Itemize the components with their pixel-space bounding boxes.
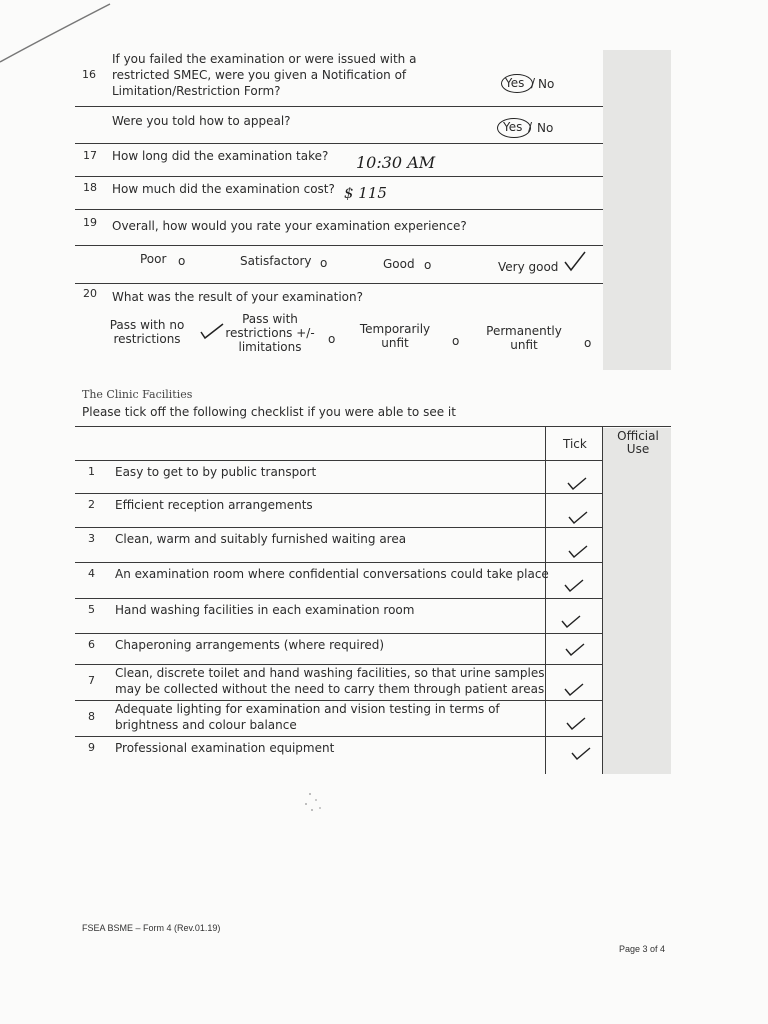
- checklist-item-label: Clean, warm and suitably furnished waiting area: [115, 532, 407, 546]
- checklist-item-label: Clean, discrete toilet and hand washing facilities, so that urine samples: [115, 666, 545, 680]
- checkmark-icon[interactable]: [560, 614, 582, 630]
- q17-answer-handwritten[interactable]: 10:30 AM: [356, 153, 436, 172]
- clinic-heading: The Clinic Facilities: [82, 388, 193, 401]
- table-vline-tick: [545, 426, 546, 774]
- q16-line-2: restricted SMEC, were you given a Notification of: [112, 68, 407, 82]
- table-row-divider: [75, 700, 602, 701]
- table-vline-official: [602, 426, 603, 774]
- q16b-text: Were you told how to appeal?: [112, 114, 291, 128]
- scan-crease-mark: [0, 0, 120, 70]
- table-row-divider: [75, 460, 602, 461]
- q16-yes-label[interactable]: Yes: [505, 76, 525, 90]
- official-use-column: [603, 428, 671, 774]
- q19-option-very-good[interactable]: Very good: [498, 260, 559, 274]
- q18-text: How much did the examination cost?: [112, 182, 335, 196]
- table-row-divider: [75, 562, 602, 563]
- q19-number: 19: [83, 216, 97, 229]
- checklist-item-number: 5: [88, 603, 95, 616]
- q20-option-pass-with-restrictions[interactable]: Pass with restrictions +/- limitations: [225, 312, 315, 354]
- checkmark-icon[interactable]: [566, 476, 588, 492]
- checklist-item-label: Professional examination equipment: [115, 741, 335, 755]
- table-row-divider: [75, 633, 602, 634]
- table-row: [75, 528, 545, 562]
- divider: [75, 209, 603, 210]
- checklist-item-number: 1: [88, 465, 95, 478]
- table-row: [75, 494, 545, 527]
- q18-answer-handwritten[interactable]: $ 115: [344, 184, 387, 202]
- q16-number: 16: [82, 68, 96, 81]
- checklist-item-number: 7: [88, 674, 95, 687]
- divider: [75, 283, 603, 284]
- official-use-column-top: [603, 50, 671, 370]
- checklist-item-label: Efficient reception arrangements: [115, 498, 313, 512]
- checklist-item-label: Chaperoning arrangements (where required): [115, 638, 385, 652]
- table-row-divider: [75, 736, 602, 737]
- table-row: [75, 563, 549, 598]
- checklist-item-label: An examination room where confidential conversations could take place: [115, 567, 549, 581]
- divider: [75, 143, 603, 144]
- checklist-item-number: 4: [88, 567, 95, 580]
- table-row: [75, 599, 545, 633]
- q19-option-satisfactory[interactable]: Satisfactory: [240, 254, 312, 268]
- table-row-divider: [75, 493, 602, 494]
- q19-option-good[interactable]: Good: [383, 257, 415, 271]
- checkmark-icon[interactable]: [564, 642, 586, 658]
- divider: [75, 245, 603, 246]
- q17-text: How long did the examination take?: [112, 149, 329, 163]
- clinic-instruction: Please tick off the following checklist if you were able to see it: [82, 405, 456, 419]
- q18-number: 18: [83, 181, 97, 194]
- q16-no-label[interactable]: No: [538, 77, 555, 91]
- checklist-item-label: Hand washing facilities in each examination room: [115, 603, 415, 617]
- table-row: [75, 634, 545, 664]
- q20-radio-temporarily-unfit[interactable]: o: [452, 334, 460, 348]
- table-row-divider: [75, 527, 602, 528]
- q19-radio-good[interactable]: o: [424, 258, 432, 272]
- q16-slash: /: [531, 76, 536, 90]
- checkmark-icon[interactable]: [563, 682, 585, 698]
- q16-line-3: Limitation/Restriction Form?: [112, 84, 281, 98]
- q19-checkmark-very-good: [563, 250, 587, 272]
- table-row: [75, 461, 545, 493]
- checklist-item-number: 6: [88, 638, 95, 651]
- checklist-item-label: Adequate lighting for examination and vision testing in terms of: [115, 702, 500, 716]
- checklist-item-number: 9: [88, 741, 95, 754]
- footer-page-number: Page 3 of 4: [619, 944, 666, 954]
- checkmark-icon[interactable]: [563, 578, 585, 594]
- checklist-item-label: Easy to get to by public transport: [115, 465, 317, 479]
- scan-speckle: [290, 780, 340, 820]
- col-header-official-use: Official Use: [617, 429, 659, 456]
- footer-form-id: FSEA BSME – Form 4 (Rev.01.19): [82, 923, 221, 933]
- q20-text: What was the result of your examination?: [112, 290, 363, 304]
- checkmark-icon[interactable]: [567, 544, 589, 560]
- q20-radio-pass-with-restrictions[interactable]: o: [328, 332, 336, 346]
- checklist-item-label: may be collected without the need to carry them through patient areas: [115, 682, 545, 696]
- q16b-no-label[interactable]: No: [537, 121, 554, 135]
- checklist-item-number: 8: [88, 710, 95, 723]
- q17-number: 17: [83, 149, 97, 162]
- q19-option-poor[interactable]: Poor: [140, 252, 167, 266]
- q20-option-permanently-unfit[interactable]: Permanently unfit: [486, 324, 562, 352]
- checkmark-icon[interactable]: [570, 746, 592, 762]
- q20-number: 20: [83, 287, 97, 300]
- q20-option-temporarily-unfit[interactable]: Temporarily unfit: [359, 322, 431, 350]
- checklist-item-number: 2: [88, 498, 95, 511]
- q16-line-1: If you failed the examination or were issued with a: [112, 52, 417, 66]
- q19-radio-poor[interactable]: o: [178, 254, 186, 268]
- q20-radio-permanently-unfit[interactable]: o: [584, 336, 592, 350]
- table-row: [75, 701, 545, 736]
- q19-text: Overall, how would you rate your examination experience?: [112, 219, 467, 233]
- q20-option-pass-no-restrictions[interactable]: Pass with no restrictions: [109, 318, 185, 346]
- q16b-slash: /: [528, 120, 533, 134]
- table-row-divider: [75, 598, 602, 599]
- checklist-item-number: 3: [88, 532, 95, 545]
- table-row: [75, 665, 545, 700]
- divider: [75, 106, 603, 107]
- checkmark-icon[interactable]: [567, 510, 589, 526]
- col-header-tick: Tick: [563, 437, 587, 451]
- q16b-yes-label[interactable]: Yes: [503, 120, 523, 134]
- q19-radio-satisfactory[interactable]: o: [320, 256, 328, 270]
- checkmark-icon[interactable]: [565, 716, 587, 732]
- table-row-divider: [75, 664, 602, 665]
- table-header-top-line: [75, 426, 671, 427]
- checklist-item-label: brightness and colour balance: [115, 718, 297, 732]
- divider: [75, 176, 603, 177]
- table-row: [75, 737, 545, 774]
